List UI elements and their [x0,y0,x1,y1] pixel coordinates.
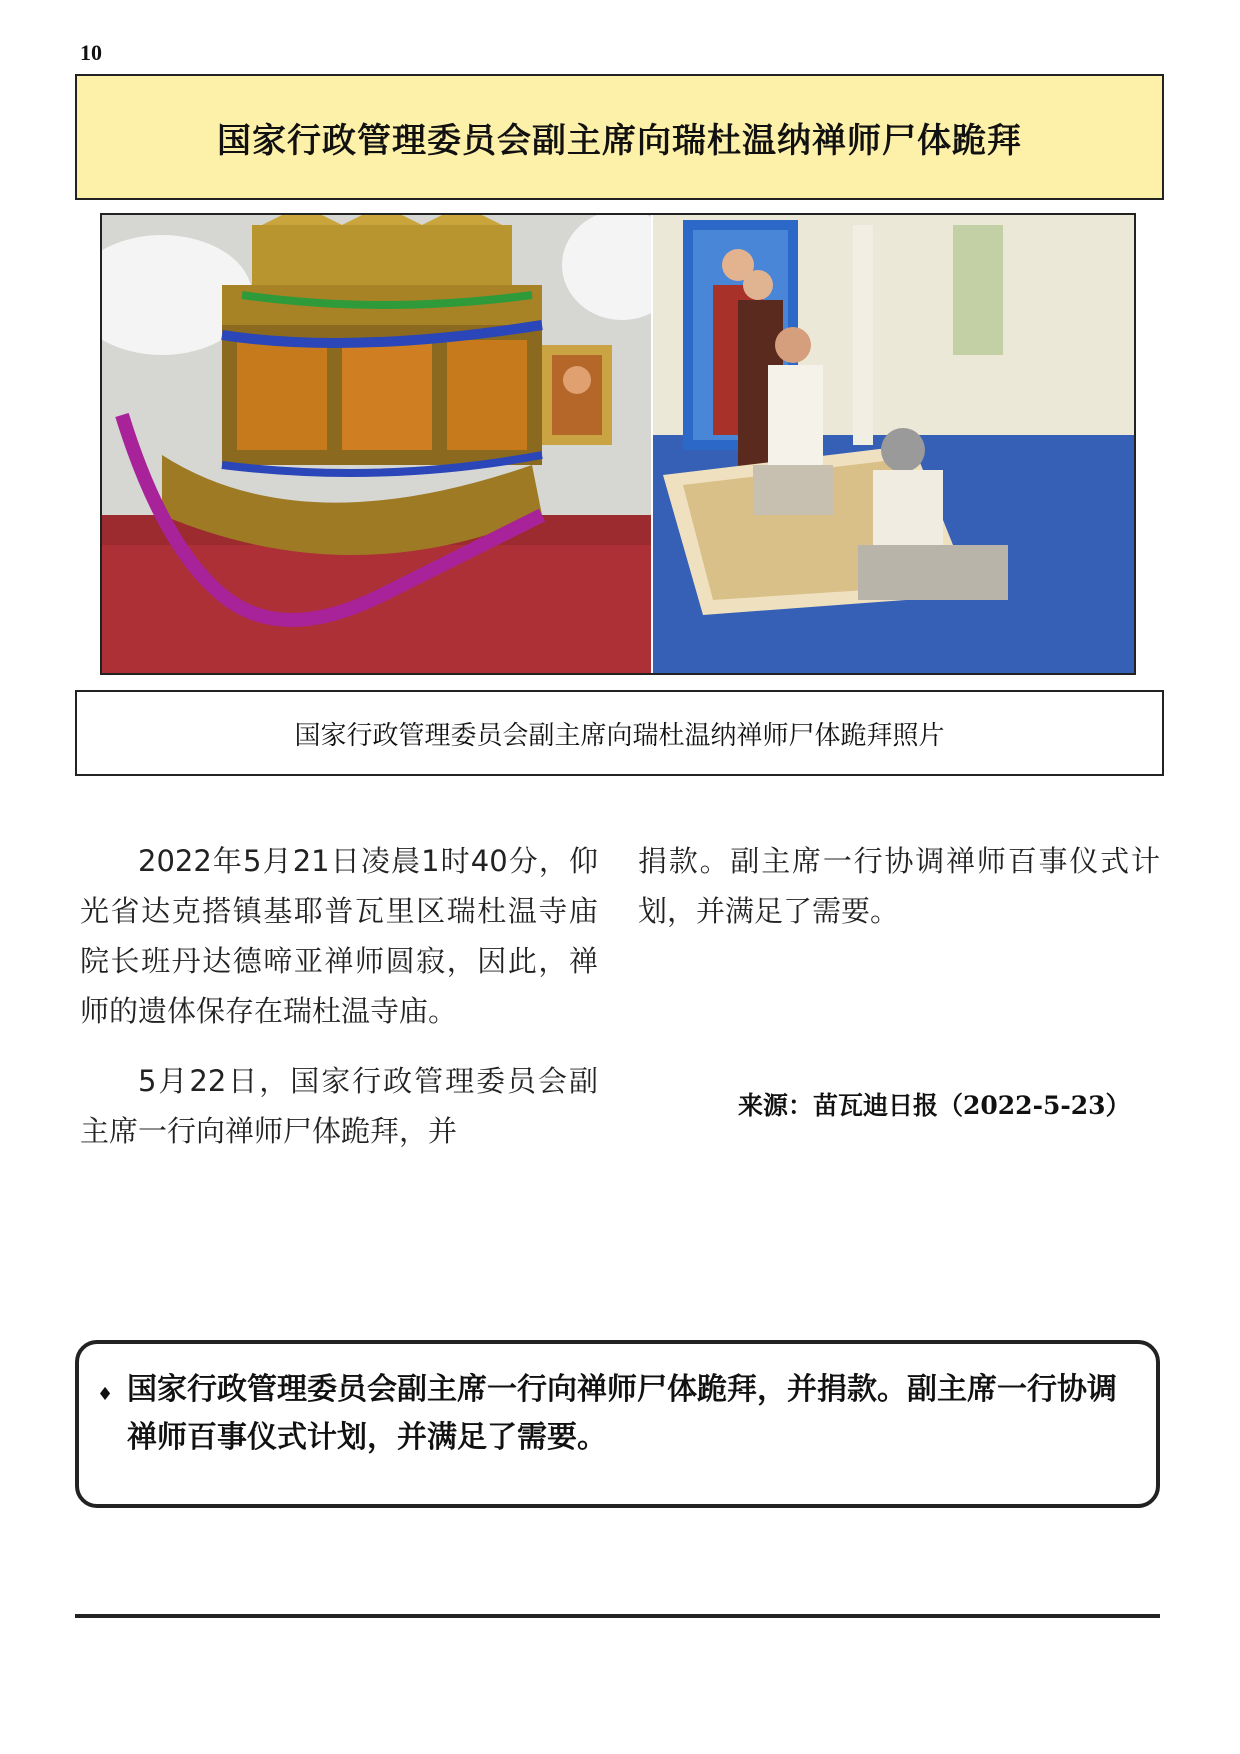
body-paragraph-2: 5月22日，国家行政管理委员会副主席一行向禅师尸体跪拜，并 [80,1064,598,1148]
body-column-right [638,836,1160,956]
body-paragraph-continued: 捐款。副主席一行协调禅师百事仪式计划，并满足了需要。 [638,844,1160,928]
body-paragraph-1: 2022年5月21日凌晨1时40分，仰光省达克搭镇基耶普瓦里区瑞杜温寺庙院长班丹达德啼亚禅师圆寂，因此，禅师的遗体保存在瑞杜温寺庙。 [80,844,598,1028]
funeral-carriage-illustration [102,215,651,673]
source-citation: 来源：苗瓦迪日报（2022-5-23） [738,1091,1131,1120]
summary-box [75,1340,1160,1508]
bottom-divider [75,1614,1160,1618]
body-column-left [80,836,598,1176]
page-title: 国家行政管理委员会副主席向瑞杜温纳禅师尸体跪拜 [217,120,1022,161]
summary-text: 国家行政管理委员会副主席一行向禅师尸体跪拜，并捐款。副主席一行协调禅师百事仪式计划，并满足了需要。 [127,1372,1117,1455]
caption-box [75,690,1164,776]
photo-frame [100,213,1136,675]
bullet-icon: ♦ [97,1384,114,1405]
kneeling-officials-illustration [653,215,1134,673]
page-number: 10 [80,40,102,65]
photo-caption: 国家行政管理委员会副主席向瑞杜温纳禅师尸体跪拜照片 [294,720,945,751]
photo-funeral-carriage [102,215,653,673]
photo-kneeling-officials [653,215,1134,673]
title-box [75,74,1164,200]
